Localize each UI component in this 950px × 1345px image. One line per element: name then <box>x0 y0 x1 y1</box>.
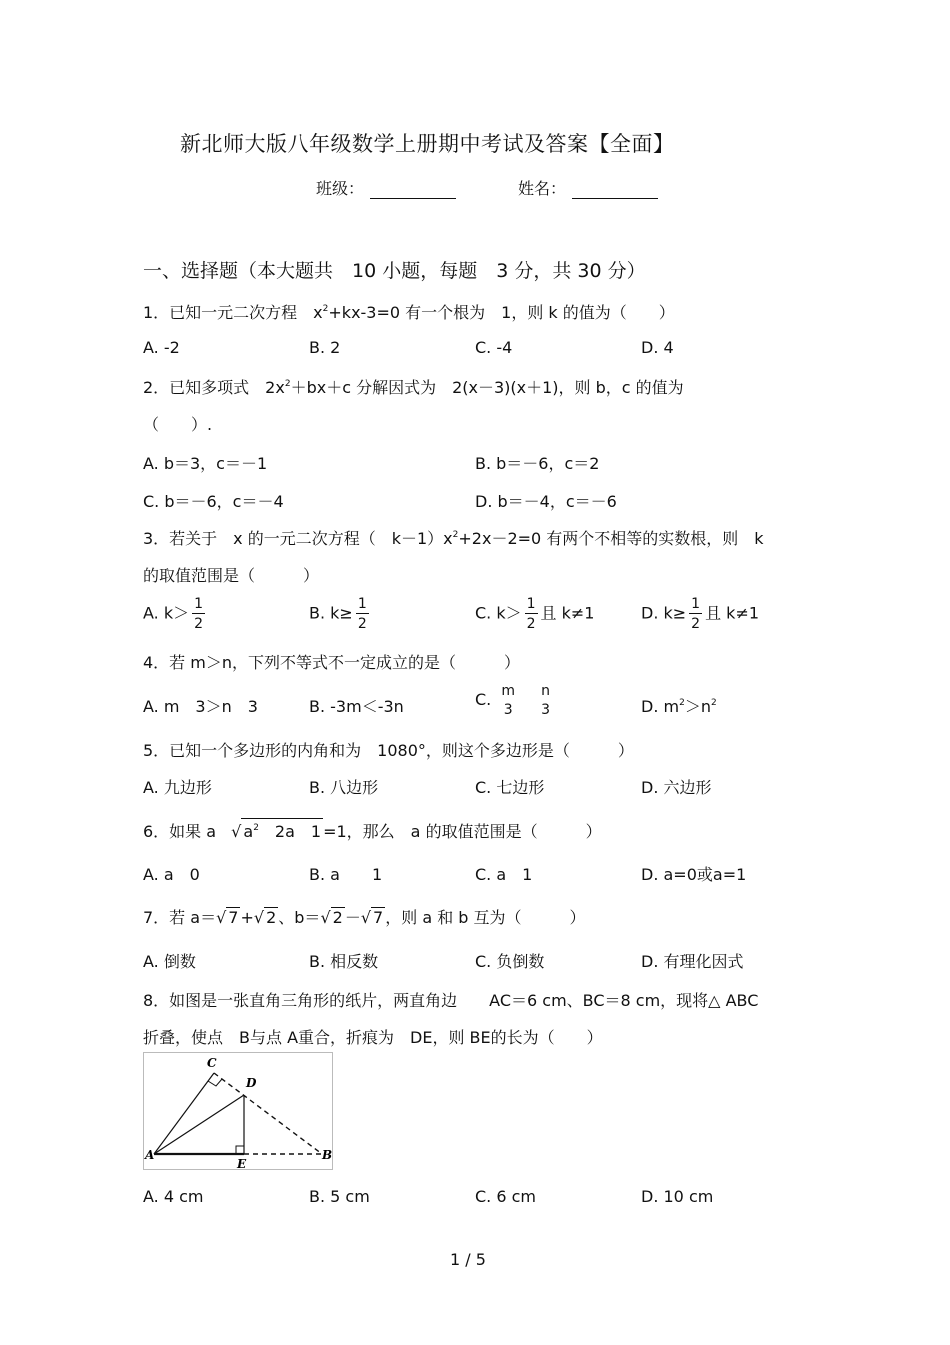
q3-option-c[interactable] <box>475 597 595 631</box>
q6-option-d[interactable]: D. a=0或a=1 <box>641 865 747 884</box>
q6-rad-rest: 2a 1 <box>258 822 322 841</box>
q2-option-d[interactable]: D. b＝－4，c＝－6 <box>475 492 617 511</box>
q3-d-label: D. k≥ <box>641 603 687 623</box>
q7-text-post: ，则 a 和 b 互为（ ） <box>385 908 586 927</box>
q8-line2: 折叠，使点 B与点 A重合，折痕为 DE，则 BE的长为（ ） <box>143 1028 603 1047</box>
q3-c-label: C. k＞ <box>475 603 522 623</box>
fraction-one-half: $\frac{1}{2}$ <box>691 596 701 632</box>
q1-text-pre: 1．已知一元二次方程 x <box>143 303 323 322</box>
q3-b-label: B. k≥ <box>309 603 353 623</box>
q4-d-mid: ＞n <box>684 697 711 716</box>
sqrt-icon: √ 7 <box>360 908 384 927</box>
q2-line2: （ ）. <box>143 415 213 434</box>
fraction-n-over-3: n 3 <box>541 683 550 718</box>
sqrt-icon: √ 2 <box>320 908 343 927</box>
label-d: D <box>246 1076 257 1090</box>
question-6 <box>143 818 602 842</box>
q3-exponent: 2 <box>452 530 459 540</box>
q7-option-a[interactable]: A. 倒数 <box>143 952 196 971</box>
q6-option-b[interactable]: B. a 1 <box>309 865 383 884</box>
class-label: 班级： <box>316 179 365 198</box>
q3-text-pre: 3．若关于 x 的一元二次方程（ k－1）x <box>143 529 453 548</box>
q1-text-post: +kx-3=0 有一个根为 1，则 k 的值为（ ） <box>328 303 675 322</box>
q2-text-post: ＋bx＋c 分解因式为 2(x－3)(x＋1)，则 b，c 的值为 <box>290 378 684 397</box>
q3-text-post: +2x－2=0 有两个不相等的实数根，则 k <box>458 529 764 548</box>
class-field[interactable] <box>316 176 456 199</box>
q3-option-a[interactable] <box>143 597 208 631</box>
q7-option-c[interactable]: C. 负倒数 <box>475 952 545 971</box>
q5-option-c[interactable]: C. 七边形 <box>475 778 545 797</box>
fraction-m-over-3: m 3 <box>501 683 515 718</box>
q3-d-tail: 且 k≠1 <box>705 603 760 623</box>
q6-option-a[interactable]: A. a 0 <box>143 865 200 884</box>
q7-option-b[interactable]: B. 相反数 <box>309 952 379 971</box>
question-2 <box>143 375 684 398</box>
q4-option-d[interactable] <box>641 694 717 717</box>
q1-option-b[interactable]: B. 2 <box>309 338 341 357</box>
q4-d-exp1: 2 <box>679 698 685 708</box>
q3-option-d[interactable] <box>641 597 759 631</box>
q4-option-c[interactable] <box>475 684 555 717</box>
q7-option-d[interactable]: D. 有理化因式 <box>641 952 744 971</box>
name-field[interactable] <box>518 176 658 199</box>
q2-option-c[interactable]: C. b＝－6，c＝－4 <box>143 492 284 511</box>
label-c: C <box>207 1056 217 1070</box>
q5-option-a[interactable]: A. 九边形 <box>143 778 212 797</box>
q1-option-c[interactable]: C. -4 <box>475 338 513 357</box>
q5-option-d[interactable]: D. 六边形 <box>641 778 712 797</box>
question-4: 4．若 m＞n，下列不等式不一定成立的是（ ） <box>143 653 520 672</box>
q4-option-b[interactable]: B. -3m＜-3n <box>309 697 404 716</box>
q4-c-label: C. <box>475 690 492 709</box>
q8-option-a[interactable]: A. 4 cm <box>143 1187 204 1206</box>
q2-text-pre: 2．已知多项式 2x <box>143 378 285 397</box>
name-blank[interactable] <box>572 182 658 199</box>
q7-mid: 、b＝ <box>278 908 321 927</box>
q1-exponent: 2 <box>322 304 329 314</box>
q2-option-a[interactable]: A. b＝3，c＝－1 <box>143 454 268 473</box>
q8-option-b[interactable]: B. 5 cm <box>309 1187 370 1206</box>
q8-option-c[interactable]: C. 6 cm <box>475 1187 536 1206</box>
triangle-figure <box>143 1052 333 1170</box>
label-a: A <box>145 1148 155 1162</box>
q2-option-b[interactable]: B. b＝－6，c＝2 <box>475 454 600 473</box>
question-1 <box>143 300 675 323</box>
fraction-one-half: $\frac{1}{2}$ <box>194 596 204 632</box>
q2-exponent: 2 <box>284 379 291 389</box>
page-title: 新北师大版八年级数学上册期中考试及答案【全面】 <box>180 132 675 156</box>
q7-plus: + <box>240 908 254 927</box>
page-number: 1 / 5 <box>450 1250 486 1269</box>
q3-line2: 的取值范围是（ ） <box>143 566 320 585</box>
question-7 <box>143 905 586 928</box>
q6-text-pre: 6．如果 a <box>143 822 217 841</box>
question-3 <box>143 526 764 549</box>
label-e: E <box>237 1157 247 1169</box>
q6-option-c[interactable]: C. a 1 <box>475 865 533 884</box>
q4-option-a[interactable]: A. m 3＞n 3 <box>143 697 258 716</box>
q6-rad-a: a <box>243 822 254 841</box>
name-label: 姓名： <box>518 179 567 198</box>
question-8: 8．如图是一张直角三角形的纸片，两直角边 AC＝6 cm、BC＝8 cm，现将△ ABC <box>143 991 759 1010</box>
label-b: B <box>322 1148 332 1162</box>
q1-option-d[interactable]: D. 4 <box>641 338 674 357</box>
q1-option-a[interactable]: A. -2 <box>143 338 180 357</box>
q8-option-d[interactable]: D. 10 cm <box>641 1187 714 1206</box>
q7-text-pre: 7．若 a＝ <box>143 908 217 927</box>
section-heading: 一、选择题（本大题共 10 小题，每题 3 分，共 30 分） <box>143 260 646 282</box>
question-5: 5．已知一个多边形的内角和为 1080°，则这个多边形是（ ） <box>143 741 634 760</box>
q3-c-tail: 且 k≠1 <box>540 603 595 623</box>
sqrt-icon: √ 2 <box>253 908 277 927</box>
q7-minus: － <box>344 908 361 927</box>
q6-rad-exp: 2 <box>253 823 259 833</box>
q3-a-label: A. k＞ <box>143 603 190 623</box>
q4-d-label: D. m <box>641 697 680 716</box>
sqrt-icon: √ $a^2$ 2a 1 <box>231 818 323 842</box>
q3-option-b[interactable] <box>309 597 372 631</box>
q5-option-b[interactable]: B. 八边形 <box>309 778 379 797</box>
fraction-one-half: $\frac{1}{2}$ <box>526 596 536 632</box>
sqrt-icon: √ 7 <box>216 908 239 927</box>
q6-text-post: =1，那么 a 的取值范围是（ ） <box>323 822 602 841</box>
q4-d-exp2: 2 <box>710 698 717 708</box>
class-blank[interactable] <box>370 182 456 199</box>
fraction-one-half: $\frac{1}{2}$ <box>357 596 367 632</box>
